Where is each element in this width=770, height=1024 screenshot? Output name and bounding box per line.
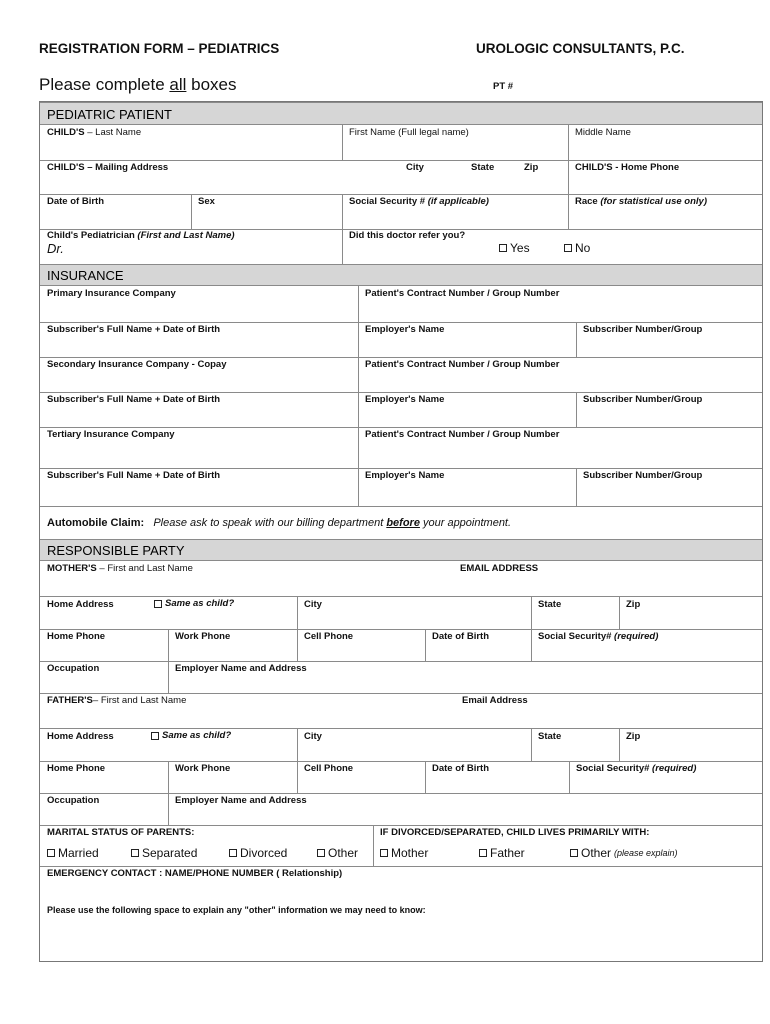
dr-prefix: Dr.	[47, 241, 64, 256]
lives-with-father-option[interactable]	[479, 846, 525, 860]
father-cell-phone-label[interactable]: Cell Phone	[304, 763, 354, 774]
state-label[interactable]: State	[471, 162, 495, 173]
tertiary-employer-label[interactable]: Employer's Name	[365, 470, 445, 481]
secondary-employer-label[interactable]: Employer's Name	[365, 394, 445, 405]
lives-with-mother-option[interactable]	[380, 846, 428, 860]
father-label: Father	[490, 846, 525, 860]
yes-label: Yes	[510, 241, 530, 255]
checkbox-icon[interactable]	[131, 849, 139, 857]
same-as-child-label: Same as child?	[165, 598, 235, 609]
company-name: UROLOGIC CONSULTANTS, P.C.	[476, 41, 685, 56]
auto-claim-text1: Please ask to speak with our billing department	[153, 517, 387, 529]
mother-city-label[interactable]: City	[304, 599, 322, 610]
tertiary-insurance-label[interactable]: Tertiary Insurance Company	[47, 429, 175, 440]
child-home-phone-label[interactable]: CHILD'S - Home Phone	[575, 162, 680, 173]
section-band-responsible	[40, 539, 762, 561]
secondary-contract-label[interactable]: Patient's Contract Number / Group Number	[365, 359, 560, 370]
form-title: REGISTRATION FORM – PEDIATRICS	[39, 41, 280, 56]
emergency-contact-label[interactable]: EMERGENCY CONTACT : NAME/PHONE NUMBER ( Relationship)	[47, 868, 343, 879]
lives-with-other-option[interactable]	[570, 846, 678, 860]
father-zip-label[interactable]: Zip	[626, 731, 641, 742]
required-text: (required)	[614, 631, 659, 642]
mother-employer-label[interactable]: Employer Name and Address	[175, 663, 307, 674]
checkbox-icon[interactable]	[570, 849, 578, 857]
mother-rest: – First and Last Name	[96, 563, 193, 574]
required-text: (required)	[652, 763, 697, 774]
father-state-label[interactable]: State	[538, 731, 562, 742]
secondary-subscriber-label[interactable]: Subscriber's Full Name + Date of Birth	[47, 394, 221, 405]
zip-label[interactable]: Zip	[524, 162, 539, 173]
city-label[interactable]: City	[406, 162, 424, 173]
please-explain-label: (please explain)	[614, 848, 678, 858]
checkbox-icon[interactable]	[151, 732, 159, 740]
mother-label: Mother	[391, 846, 429, 860]
checkbox-icon[interactable]	[564, 244, 572, 252]
ssn-bold: Social Security #	[349, 196, 428, 207]
primary-subscriber-number-label[interactable]: Subscriber Number/Group	[583, 324, 703, 335]
mother-email-label[interactable]: EMAIL ADDRESS	[460, 563, 539, 574]
instruction-suffix: boxes	[186, 75, 237, 94]
other2-label: Other	[581, 846, 612, 860]
auto-claim-text2: your appointment.	[419, 517, 512, 529]
father-occupation-label[interactable]: Occupation	[47, 795, 100, 806]
mother-state-label[interactable]: State	[538, 599, 562, 610]
pediatrician-bold: Child's Pediatrician	[47, 230, 138, 241]
child-last-name-label[interactable]	[47, 127, 141, 138]
first-name-label[interactable]: First Name (Full legal name)	[349, 127, 469, 138]
married-label: Married	[58, 846, 99, 860]
father-email-label[interactable]: Email Address	[462, 695, 528, 706]
primary-subscriber-label[interactable]: Subscriber's Full Name + Date of Birth	[47, 324, 221, 335]
other-status-option[interactable]	[317, 846, 358, 860]
ssn-label[interactable]	[349, 196, 489, 207]
father-name-label[interactable]	[47, 695, 186, 706]
ssn-text: Social Security#	[538, 631, 615, 642]
child-bold: CHILD'S	[47, 127, 85, 138]
secondary-subscriber-number-label[interactable]: Subscriber Number/Group	[583, 394, 703, 405]
primary-contract-label[interactable]: Patient's Contract Number / Group Number	[365, 288, 560, 299]
ssn-italic: (if applicable)	[427, 196, 489, 207]
father-dob-label[interactable]: Date of Birth	[432, 763, 489, 774]
separated-label: Separated	[142, 846, 198, 860]
father-home-phone-label[interactable]: Home Phone	[47, 763, 106, 774]
mother-bold: MOTHER'S	[47, 563, 97, 574]
ssn-text: Social Security#	[576, 763, 653, 774]
refer-question-label: Did this doctor refer you?	[349, 230, 466, 241]
sex-label[interactable]: Sex	[198, 196, 215, 207]
section-title-patient: PEDIATRIC PATIENT	[47, 107, 172, 122]
secondary-insurance-label[interactable]: Secondary Insurance Company - Copay	[47, 359, 227, 370]
tertiary-subscriber-label[interactable]: Subscriber's Full Name + Date of Birth	[47, 470, 221, 481]
marital-status-label: MARITAL STATUS OF PARENTS:	[47, 827, 195, 838]
mother-home-address-label[interactable]: Home Address	[47, 599, 114, 610]
refer-yes-option[interactable]	[499, 241, 530, 255]
last-name-text: – Last Name	[84, 127, 142, 138]
checkbox-icon[interactable]	[317, 849, 325, 857]
separated-option[interactable]	[131, 846, 197, 860]
father-home-address-label[interactable]: Home Address	[47, 731, 114, 742]
section-title-insurance: INSURANCE	[47, 268, 124, 283]
registration-form	[39, 101, 763, 962]
father-work-phone-label[interactable]: Work Phone	[175, 763, 231, 774]
other-info-label[interactable]: Please use the following space to explain any "other" information we may need to know:	[47, 905, 426, 915]
dob-label[interactable]: Date of Birth	[47, 196, 104, 207]
checkbox-icon[interactable]	[479, 849, 487, 857]
divorced-option[interactable]	[229, 846, 287, 860]
checkbox-icon[interactable]	[47, 849, 55, 857]
section-band-patient	[40, 102, 762, 125]
primary-insurance-label[interactable]: Primary Insurance Company	[47, 288, 176, 299]
auto-claim-bold: Automobile Claim:	[47, 517, 145, 529]
instruction	[39, 75, 237, 95]
no-label: No	[575, 241, 591, 255]
automobile-claim-note	[47, 517, 511, 529]
other-label: Other	[328, 846, 359, 860]
mother-dob-label[interactable]: Date of Birth	[432, 631, 489, 642]
tertiary-contract-label[interactable]: Patient's Contract Number / Group Number	[365, 429, 560, 440]
instruction-prefix: Please complete	[39, 75, 170, 94]
race-bold: Race	[575, 196, 601, 207]
pediatrician-italic: (First and Last Name)	[137, 230, 235, 241]
same-as-child-label: Same as child?	[162, 730, 232, 741]
section-band-insurance	[40, 264, 762, 286]
race-label[interactable]	[575, 196, 707, 207]
checkbox-icon[interactable]	[154, 600, 162, 608]
checkbox-icon[interactable]	[380, 849, 388, 857]
pt-number-label: PT #	[493, 81, 514, 92]
middle-name-label[interactable]: Middle Name	[575, 127, 631, 138]
father-bold: FATHER'S	[47, 695, 93, 706]
married-option[interactable]	[47, 846, 99, 860]
instruction-emph: all	[169, 75, 187, 94]
primary-employer-label[interactable]: Employer's Name	[365, 324, 445, 335]
father-ssn-label[interactable]	[576, 763, 696, 774]
father-employer-label[interactable]: Employer Name and Address	[175, 795, 307, 806]
divorced-label: Divorced	[240, 846, 288, 860]
auto-claim-emph: before	[386, 517, 420, 529]
tertiary-subscriber-number-label[interactable]: Subscriber Number/Group	[583, 470, 703, 481]
father-city-label[interactable]: City	[304, 731, 322, 742]
mother-home-phone-label[interactable]: Home Phone	[47, 631, 106, 642]
mother-same-as-child-option[interactable]	[154, 598, 234, 609]
father-rest: – First and Last Name	[92, 695, 187, 706]
mother-zip-label[interactable]: Zip	[626, 599, 641, 610]
mother-ssn-label[interactable]	[538, 631, 658, 642]
mailing-address-label[interactable]: CHILD'S – Mailing Address	[47, 162, 169, 173]
checkbox-icon[interactable]	[499, 244, 507, 252]
mother-occupation-label[interactable]: Occupation	[47, 663, 100, 674]
section-title-responsible: RESPONSIBLE PARTY	[47, 543, 185, 558]
mother-cell-phone-label[interactable]: Cell Phone	[304, 631, 354, 642]
mother-name-label[interactable]	[47, 563, 193, 574]
checkbox-icon[interactable]	[229, 849, 237, 857]
child-lives-with-label: IF DIVORCED/SEPARATED, CHILD LIVES PRIMARILY WITH:	[380, 827, 650, 838]
race-italic: (for statistical use only)	[600, 196, 707, 207]
father-same-as-child-option[interactable]	[151, 730, 231, 741]
mother-work-phone-label[interactable]: Work Phone	[175, 631, 231, 642]
refer-no-option[interactable]	[564, 241, 590, 255]
pediatrician-label[interactable]	[47, 230, 235, 241]
